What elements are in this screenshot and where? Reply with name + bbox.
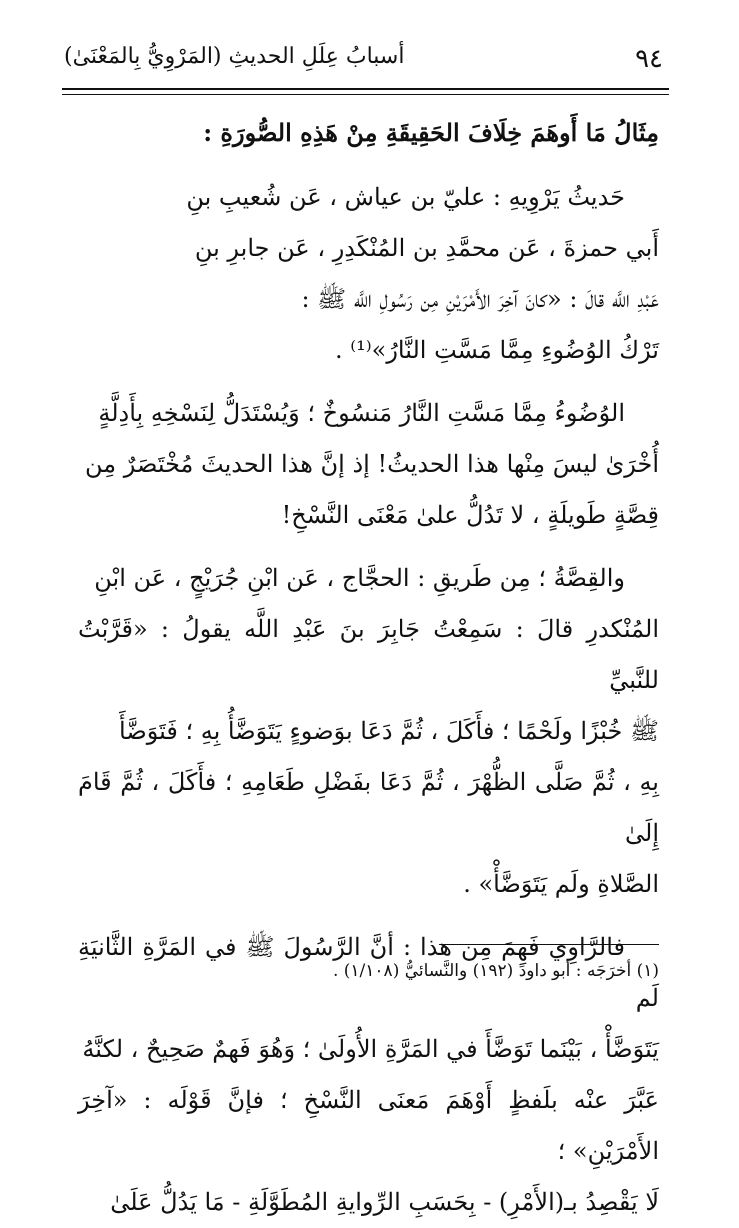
page-header	[62, 30, 669, 88]
text-line: والقِصَّةُ ؛ مِن طَريقِ : الحجَّاج ، عَن ابْنِ جُرَيْجٍ ، عَن ابْنِ	[94, 564, 625, 592]
text-line: ﷺ خُبْزًا ولَحْمًا ؛ فأَكَلَ ، ثُمَّ دَعَا بوَضوءٍ يَتَوَضَّأُ بِهِ ؛ فَتَوَضَّأَ	[119, 717, 659, 745]
text-line: قِصَّةٍ طَويلَةٍ ، لا تَدُلُّ علىٰ مَعْنَى النَّسْخِ!	[281, 501, 659, 529]
text-line: حَديثُ يَرْوِيهِ : عليّ بن عياش ، عَن شُعيبِ بنِ	[186, 183, 625, 211]
text-line: عَبَّرَ عنْه بلَفظٍ أَوْهَمَ مَعنَى النَّسْخِ ؛ فإنَّ قَوْلَه : «آخِرَ الأَمْرَيْنِ» ؛	[78, 1086, 659, 1165]
text-line: الصَّلاةِ ولَم يَتَوَضَّأْ» .	[463, 870, 659, 898]
text-line: فالرَّاوِي فَهِمَ مِن هذا : أنَّ الرَّسُولَ ﷺ في المَرَّةِ الثَّانيَةِ لَم	[78, 933, 659, 1012]
text-line: أَبي حمزةَ ، عَن محمَّدِ بن المُنْكَدِرِ ، عَن جابرِ بنِ	[194, 234, 659, 262]
section-heading: مِثَالُ مَا أَوهَمَ خِلَافَ الحَقِيقَةِ مِنْ هَذِهِ الصُّورَةِ :	[203, 118, 659, 147]
paragraph-2	[78, 388, 659, 541]
text-line: يَتَوَضَّأْ ، بَيْنَما تَوَضَّأَ في المَرَّةِ الأُولَىٰ ؛ وَهُوَ فَهمٌ صَحِيحٌ ، لكنَّهُ	[82, 1035, 659, 1063]
paragraph-1	[78, 172, 659, 376]
header-rule	[62, 88, 669, 90]
header-rule-thin	[62, 94, 669, 95]
text-line: لَا يَقْصِدُ بـ(الأَمْرِ) - بِحَسَبِ الرِّوايةِ المُطَوَّلَةِ - مَا يَدُلُّ عَلَىٰ	[110, 1188, 659, 1216]
text-line: بِهِ ، ثُمَّ صَلَّى الظُّهْرَ ، ثُمَّ دَعَا بفَضْلِ طَعَامِهِ ؛ فأَكَلَ ، ثُمَّ قَامَ إِلَىٰ	[78, 768, 659, 847]
text-line: المُنْكدرِ قالَ : سَمِعْتُ جَابِرَ بنَ عَبْدِ اللَّه يقولُ : «قَرَّبْتُ للنَّبيِّ	[78, 615, 660, 694]
paragraph-3	[78, 553, 659, 910]
running-title: أسبابُ عِلَلِ الحديثِ (المَرْوِيُّ بِالمَعْنَىٰ)	[64, 44, 405, 69]
footnote-rule	[439, 944, 659, 945]
text-line: أُخْرَىٰ ليسَ مِنْها هذا الحديثُ! إذ إنَّ هذا الحديثَ مُخْتَصَرٌ مِن	[85, 450, 659, 478]
text-line: تَرْكُ الوُضُوءِ مِمَّا مَسَّتِ النَّارُ»⁽¹⁾ .	[334, 336, 659, 364]
footnote: (١) أخرَجَه : أبو داودَ (١٩٢) والنَّسائيُّ (١/١٠٨) .	[332, 961, 659, 981]
text-line: الوُضُوءُ مِمَّا مَسَّتِ النَّارُ مَنسُوخٌ ؛ وَيُسْتَدَلُّ لِنَسْخِهِ بِأَدِلَّةٍ	[98, 399, 625, 427]
page-body	[78, 108, 659, 1228]
page-number: ٩٤	[635, 44, 663, 74]
text-line: عَبْدِ اللَّه قالَ : «كانَ آخِرَ الأَمْرَيْنِ مِن رَسُولِ اللَّه ﷺ :	[301, 285, 659, 313]
